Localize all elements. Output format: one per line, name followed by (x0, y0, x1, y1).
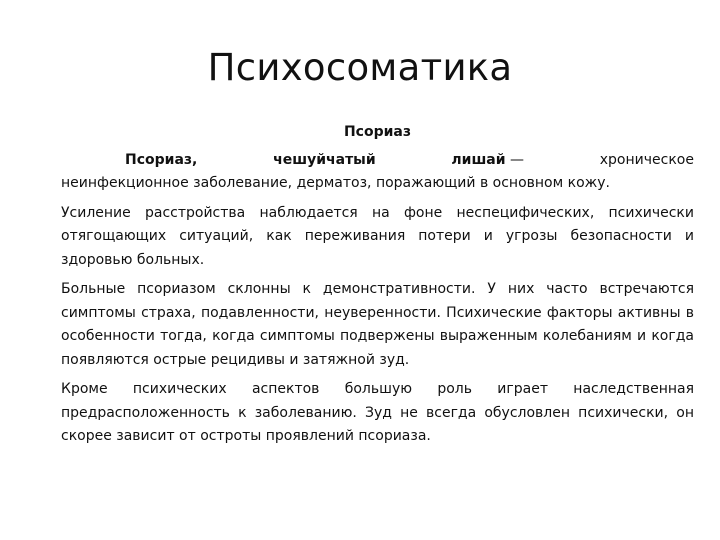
slide-content (61, 121, 694, 455)
intro-term-scaly: чешуйчатый (273, 151, 376, 168)
slide-subtitle: Псориаз (343, 124, 412, 140)
intro-term-lichen-group (451, 149, 524, 173)
paragraph-aggravation: Усиление расстройства наблюдается на фоне неспецифических, психически отягощающих ситуаций, как переживания потери и угрозы безопасности и здоровью больных. (61, 204, 694, 268)
intro-rest: неинфекционное заболевание, дерматоз, поражающий в основном кожу. (61, 175, 610, 191)
slide-title: Психосоматика (207, 46, 513, 89)
intro-term-lichen: лишай (451, 151, 506, 168)
intro-term-psoriasis: Псориаз, (125, 151, 198, 168)
intro-dash: — (510, 151, 525, 168)
paragraph-heredity: Кроме психических аспектов большую роль играет наследственная предрасположенность к заболеванию. Зуд не всегда обусловлен психически, он скорее зависит от остроты проявлений псориаза. (61, 381, 694, 444)
intro-first-line (61, 149, 694, 173)
paragraph-demonstrativeness: Больные псориазом склонны к демонстративности. У них часто встречаются симптомы страха, подавленности, неуверенности. Психические факторы активны в особенности тогда, когда симптомы подвержены выраженным колебаниям и когда появляются острые рецидивы и затяжной зуд. (61, 281, 694, 368)
intro-word-chronic: хроническое (599, 151, 694, 168)
